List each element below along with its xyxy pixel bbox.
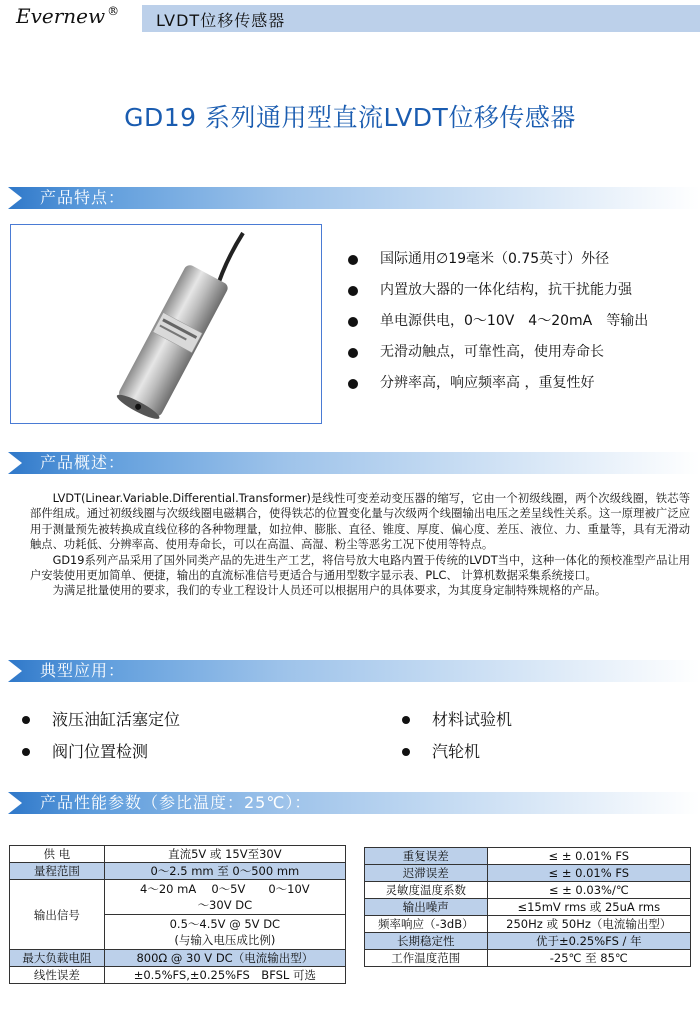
- bullet-icon: [348, 379, 358, 389]
- bullet-icon: [348, 255, 358, 265]
- bullet-icon: [402, 716, 410, 724]
- bullet-icon: [22, 716, 30, 724]
- brand-registered-mark: ®: [107, 4, 120, 19]
- table-row: [10, 950, 346, 967]
- spec-table-right: [364, 847, 691, 967]
- feature-item: 内置放大器的一体化结构，抗干扰能力强: [342, 275, 648, 306]
- table-row: [10, 846, 346, 863]
- table-row: [365, 933, 691, 950]
- table-row: [10, 967, 346, 984]
- table-cell-value: -25℃ 至 85℃: [487, 950, 690, 967]
- section-arrow-icon: [8, 452, 22, 474]
- bullet-icon: [402, 748, 410, 756]
- output-line: 4～20 mA 0～5V 0～10V: [140, 882, 310, 896]
- table-cell-label: 长期稳定性: [365, 933, 488, 950]
- overview-paragraph: GD19系列产品采用了国外同类产品的先进生产工艺，将信号放大电路内置于传统的LVDT当中，这种一体化的预校准型产品让用户安装使用更加简单、便捷，输出的直流标准信号更适合与通用型数字显示表、PLC、 计算机数据采集系统接口。: [30, 553, 690, 583]
- brand-logo: [16, 4, 119, 28]
- section-title-specs: 产品性能参数（参比温度：25℃）：: [40, 793, 312, 812]
- brand-name: Evernew: [16, 4, 106, 28]
- table-row: [365, 916, 691, 933]
- table-row: [10, 880, 346, 915]
- output-line: ～30V DC: [197, 898, 253, 912]
- table-row: [365, 950, 691, 967]
- table-cell-value: ≤ ± 0.01% FS: [487, 848, 690, 865]
- feature-list: [342, 244, 648, 399]
- table-row: [365, 882, 691, 899]
- table-cell-label: 迟滞误差: [365, 865, 488, 882]
- table-cell-label: 供 电: [10, 846, 105, 863]
- section-header-overview: [8, 452, 700, 474]
- table-cell-value: ≤15mV rms 或 25uA rms: [487, 899, 690, 916]
- table-cell-value: [104, 915, 345, 950]
- table-cell-label: 灵敏度温度系数: [365, 882, 488, 899]
- section-header-features: [8, 187, 700, 209]
- overview-text: [30, 491, 690, 599]
- section-title-overview: 产品概述：: [40, 453, 126, 472]
- output-line: (与输入电压成比例): [174, 933, 276, 947]
- feature-item: 单电源供电，0～10V 4～20mA 等输出: [342, 306, 648, 337]
- table-cell-value: ≤ ± 0.03%/℃: [487, 882, 690, 899]
- spec-table-left: [9, 845, 346, 984]
- header-category: LVDT位移传感器: [156, 11, 286, 30]
- table-cell-label: 频率响应（-3dB）: [365, 916, 488, 933]
- bullet-icon: [348, 286, 358, 296]
- table-cell-value: ±0.5%FS,±0.25%FS BFSL 可选: [104, 967, 345, 984]
- product-photo: [10, 224, 322, 424]
- table-cell-label: 工作温度范围: [365, 950, 488, 967]
- table-row: [365, 899, 691, 916]
- bullet-icon: [348, 348, 358, 358]
- section-arrow-icon: [8, 792, 22, 814]
- table-cell-value: ≤ ± 0.01% FS: [487, 865, 690, 882]
- output-line: 0.5～4.5V @ 5V DC: [169, 917, 281, 931]
- page-header: [0, 0, 700, 36]
- feature-item: 国际通用∅19毫米（0.75英寸）外径: [342, 244, 648, 275]
- table-cell-value: 800Ω @ 30 V DC（电流输出型）: [104, 950, 345, 967]
- page-title: GD19 系列通用型直流LVDT位移传感器: [124, 103, 576, 132]
- table-cell-value: 250Hz 或 50Hz（电流输出型）: [487, 916, 690, 933]
- section-title-features: 产品特点：: [40, 188, 126, 207]
- table-cell-label: 重复误差: [365, 848, 488, 865]
- table-cell-label: 最大负载电阻: [10, 950, 105, 967]
- table-row: [365, 865, 691, 882]
- section-header-applications: [8, 660, 700, 682]
- table-cell-label: 线性误差: [10, 967, 105, 984]
- section-header-specs: [8, 792, 700, 814]
- feature-item: 分辨率高，响应频率高 ，重复性好: [342, 368, 648, 399]
- section-arrow-icon: [8, 187, 22, 209]
- section-arrow-icon: [8, 660, 22, 682]
- table-row: [365, 848, 691, 865]
- table-row: [10, 863, 346, 880]
- bullet-icon: [348, 317, 358, 327]
- header-category-bar: [142, 5, 700, 32]
- bullet-icon: [22, 748, 30, 756]
- table-cell-label: 量程范围: [10, 863, 105, 880]
- table-cell-value: 优于±0.25%FS / 年: [487, 933, 690, 950]
- table-cell-label: 输出信号: [10, 880, 105, 950]
- table-cell-value: 直流5V 或 15V至30V: [104, 846, 345, 863]
- table-cell-value: 0～2.5 mm 至 0～500 mm: [104, 863, 345, 880]
- overview-paragraph: LVDT(Linear.Variable.Differential.Transformer)是线性可变差动变压器的缩写，它由一个初级线圈，两个次级线圈，铁芯等部件组成。通过初级线圈与次级线圈电磁耦合，使得铁芯的位置变化量与次级两个线圈输出电压之差呈线性关系。这一原理被广泛应用于测量预先被转换成直线位移的各种物理量，如拉伸、膨胀、直径、锥度、厚度、偏心度、差压、液位、力、重量等，具有无滑动触点、功耗低、分辨率高、使用寿命长，可以在高温、高湿、粉尘等恶劣工况下使用等特点。: [30, 492, 690, 552]
- overview-paragraph: 为满足批量使用的要求，我们的专业工程设计人员还可以根据用户的具体要求，为其度身定制特殊规格的产品。: [52, 584, 607, 598]
- table-cell-label: 输出噪声: [365, 899, 488, 916]
- section-title-applications: 典型应用：: [40, 661, 126, 680]
- table-cell-value: [104, 880, 345, 915]
- lvdt-sensor-image: [11, 225, 321, 423]
- feature-item: 无滑动触点，可靠性高，使用寿命长: [342, 337, 648, 368]
